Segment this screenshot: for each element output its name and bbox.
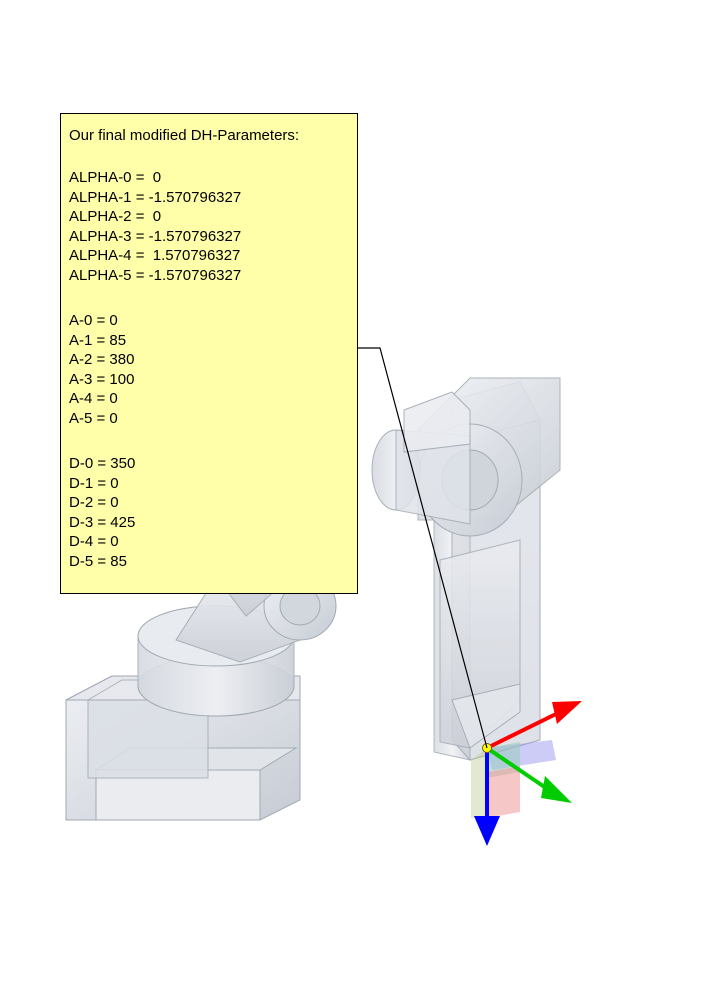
param-alpha-0: ALPHA-0 = 0 [69,169,162,186]
param-alpha-5: ALPHA-5 = -1.570796327 [69,266,242,284]
param-a-2: A-2 = 380 [69,351,135,368]
param-a-4: A-4 = 0 [69,390,118,407]
param-d-4: D-4 = 0 [69,533,119,550]
robot-model-target-pose [372,378,560,760]
param-alpha-4: ALPHA-4 = 1.570796327 [69,247,241,264]
param-alpha-2: ALPHA-2 = 0 [69,208,162,225]
d-parameter-group [69,454,357,571]
param-alpha-1: ALPHA-1 = -1.570796327 [69,188,242,206]
param-a-5: A-5 = 0 [69,409,118,427]
group-spacer-1 [69,285,357,311]
plane-xz-back [471,748,487,818]
alpha-parameter-group [69,168,357,285]
callout-heading: Our final modified DH-Parameters: [69,127,300,144]
a-parameter-group [69,311,357,428]
param-d-2: D-2 = 0 [69,494,119,511]
group-spacer-2 [69,428,357,454]
dh-parameters-callout [60,113,358,594]
param-d-5: D-5 = 85 [69,552,127,570]
param-a-1: A-1 = 85 [69,331,127,349]
param-a-0: A-0 = 0 [69,312,118,329]
param-alpha-3: ALPHA-3 = -1.570796327 [69,227,242,245]
plane-xz [487,766,520,818]
param-a-3: A-3 = 100 [69,370,135,388]
robot-flange-right [440,540,520,748]
param-d-3: D-3 = 425 [69,513,136,531]
param-d-0: D-0 = 350 [69,455,136,472]
param-d-1: D-1 = 0 [69,474,119,492]
